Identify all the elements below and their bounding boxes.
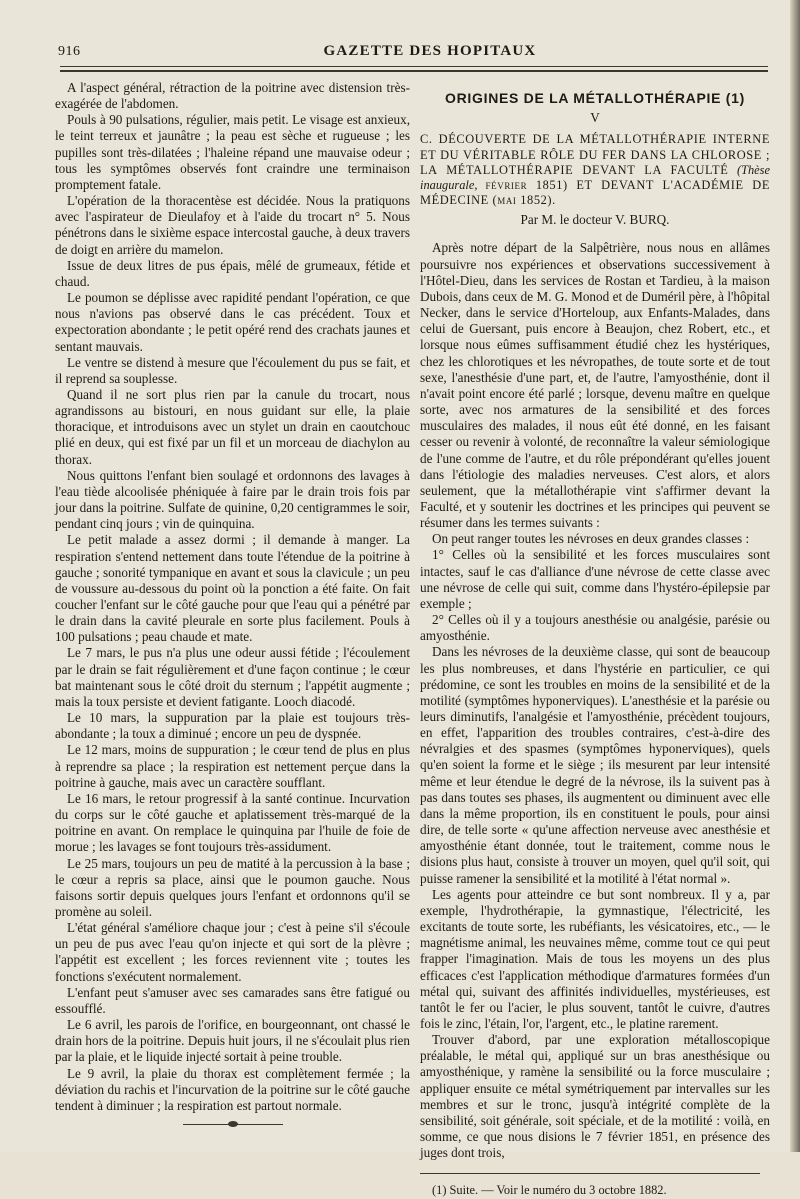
header-rule-thick (60, 70, 768, 72)
chapter-number: V (590, 110, 600, 126)
paragraph: Trouver d'abord, par une exploration métalloscopique préalable, le métal qui, appliqué sur un bras anesthésique ou amyosthénique, y ramène la sensibilité ou la force musculaire ; appliquer ensuite ce métal symétriquement par intervalles sur les membres et sur le tronc, jusqu'à intégrité complète de la sensibilité, soit générale, soit spéciale, et de la motilité : voilà, en somme, ce que nous disions le 7 février 1851, en présence des juges dont trois, (420, 1032, 770, 1161)
paragraph: Le ventre se distend à mesure que l'écoulement du pus se fait, et il reprend sa souplesse. (55, 354, 410, 386)
article-subtitle (420, 132, 770, 208)
paragraph: Les agents pour atteindre ce but sont nombreux. Il y a, par exemple, l'hydrothérapie, la gymnastique, l'électricité, les excitants de toute sorte, les rubéfiants, les vésicatoires, etc., — le magnétisme animal, les neuvaines même, comme tout ce qui peut frapper l'imagination. Mais de tous les moyens un des plus efficaces c'est l'application méthodique d'armatures formées d'un métal qui, suivant des affinités individuelles, mystérieuses, est tantôt le fer ou l'acier, le plus souvent, tantôt le cuivre, d'autres fois le zinc, l'étain, l'or, l'argent, etc., le platine rarement. (420, 886, 770, 1031)
paragraph: Nous quittons l'enfant bien soulagé et ordonnons des lavages à l'eau tiède alcoolisée phéniquée à faire par le drain trois fois par jour dans la poitrine. Sulfate de quinine, 0,20 centigrammes le soir, pendant cinq jours ; vin de quinquina. (55, 467, 410, 532)
paragraph: 1° Celles où la sensibilité et les forces musculaires sont intactes, sauf le cas d'alliance d'une névrose de cette classe avec une névrose de celle qui suit, comme dans l'hystéro-épilepsie par exemple ; (420, 547, 770, 611)
paragraph: Le 12 mars, moins de suppuration ; le cœur tend de plus en plus à reprendre sa place ; la respiration est nettement perçue dans la poitrine à gauche, mais avec un caractère soufflant. (55, 742, 410, 790)
author-byline: Par M. le docteur V. BURQ. (520, 212, 670, 228)
paragraph: Le 7 mars, le pus n'a plus une odeur aussi fétide ; l'écoulement par le drain se fait régulièrement et d'une façon continue ; le cœur bat maintenant sous le côté droit du sternum ; l'appétit augmente ; mais la toux persiste et devient fatigante. Looch diacodé. (55, 645, 410, 709)
paragraph: Pouls à 90 pulsations, régulier, mais petit. Le visage est anxieux, le teint terreux et jaunâtre ; la peau est sèche et rugueuse ; les pupilles sont très-dilatées ; l'haleine répand une mauvaise odeur ; tous les symptômes observés font craindre une terminaison promptement fatale. (55, 112, 410, 192)
paragraph: Le 25 mars, toujours un peu de matité à la percussion à la base ; le cœur a repris sa place, ainsi que le poumon gauche. Nous faisons sortir depuis quelques jours l'enfant et ordonnons qu'il se promène au soleil. (55, 855, 410, 919)
subtitle-part: C. DÉCOUVERTE DE LA MÉTALLOTHÉRAPIE INTERNE ET DU VÉRITABLE RÔLE DU FER DANS LA CHLOROSE ; LA MÉTALLOTHÉRAPIE DEVANT LA FACULTÉ (420, 132, 770, 177)
footnote-rule (420, 1173, 760, 1174)
subtitle-part: février 1851) ET DEVANT L'ACADÉMIE DE MÉDECINE (mai 1852). (420, 177, 770, 208)
page-number: 916 (58, 44, 81, 59)
left-column (55, 80, 410, 1125)
divider-ornament-icon (228, 1121, 238, 1127)
paragraph: Dans les névroses de la deuxième classe, qui sont de beaucoup les plus nombreuses, et dans l'hystérie en particulier, ce qui prédomine, ce sont les troubles en moins de la sensibilité et de la motilité (symptômes hyponerviques). L'anesthésie et la parésie ou leurs diminutifs, l'analgésie et l'amyosthénie, précèdent toujours, en effet, l'apparition des troubles contraires, c'est-à-dire des névralgies et des spasmes (symptômes hyponerviques), quels qu'en soient la forme et le siège ; ils mesurent par leur intensité même et leur étendue le degré de la névrose, ils la suivent pas à pas dans toutes ses phases, ils augmentent ou diminuent avec elle dans la même proportion, ils en constituent le pouls, pour ainsi dire, de telle sorte « qu'une affection nerveuse avec anesthésie et amyosthénie étant donnée, tout le traitement, comme nous le disions plus haut, consiste à trouver un moyen, quel qu'il soit, qui puisse ramener la sensibilité et la motilité à l'état normal ». (420, 644, 770, 886)
paragraph: Le 9 avril, la plaie du thorax est complètement fermée ; la déviation du rachis et l'incurvation de la poitrine sur le côté gauche tendent à diminuer ; la respiration est partout normale. (55, 1065, 410, 1113)
section-divider (183, 1124, 283, 1125)
paragraph: L'opération de la thoracentèse est décidée. Nous la pratiquons avec l'aspirateur de Dieulafoy et à l'aide du trocart n° 5. Nous pénétrons dans le sixième espace intercostal gauche, à deux travers de doigt en arrière du mamelon. (55, 193, 410, 257)
running-title: GAZETTE DES HOPITAUX (323, 43, 537, 59)
paragraph: Le poumon se déplisse avec rapidité pendant l'opération, ce que nous n'avions pas observé dans le cas précédent. Toux et expectoration abondante ; le petit opéré rend des crachats jaunes et sentant mauvais. (55, 290, 410, 354)
paragraph: 2° Celles où il y a toujours anesthésie ou analgésie, parésie ou amyosthénie. (420, 612, 770, 644)
article-title: ORIGINES DE LA MÉTALLOTHÉRAPIE (1) (445, 90, 745, 106)
paragraph: Le petit malade a assez dormi ; il demande à manger. La respiration s'entend nettement dans toute l'étendue de la poitrine à gauche ; sonorité tympanique en avant et sous la clavicule ; un peu de voussure au-dessous du point où la ponction a été faite. On fait coucher l'enfant sur le côté gauche pour que l'eau qui a pénétré par le drain dans la cavité pleurale en sorte plus facilement. Pouls à 100 pulsations ; peau chaude et mate. (55, 532, 410, 645)
paragraph: Le 10 mars, la suppuration par la plaie est toujours très-abondante ; la toux a diminué ; encore un peu de dyspnée. (55, 710, 410, 742)
paragraph: Après notre départ de la Salpêtrière, nous nous en allâmes poursuivre nos expériences et observations successivement à l'Hôtel-Dieu, dans les services de Rostan et Tardieu, à la maison Dubois, dans ceux de M. G. Monod et de Duméril père, à l'hôpital Necker, dans le service d'Horteloup, aux Enfants-Malades, dans celui de Guersant, puis encore à Beaujon, chez Robert, etc., et lorsque nous eûmes suffisamment étudié chez les hystériques, chez les chlorotiques et les névropathes, de toute sorte et de tout sexe, l'anesthésie d'une part, et, de l'autre, l'amyosthénie, dont il n'avait point encore été parlé ; lorsque, devenu maître en quelque sorte, avec nos armatures de la sensibilité et des forces musculaires des malades, il nous eût été donné, en les faisant cesser ou revenir à volonté, de reconnaître la valeur sémiologique de l'une comme de l'autre, et du rôle prépondérant qu'elles jouent dans l'étiologie des maladies nerveuses. C'est alors, et alors seulement, que la métallothérapie vint s'affirmer devant la Faculté, et y soutenir les doctrines et les principes qui peuvent se résumer dans les termes suivants : (420, 240, 770, 531)
footnote: (1) Suite. — Voir le numéro du 3 octobre 1882. (432, 1183, 667, 1198)
paragraph: L'enfant peut s'amuser avec ses camarades sans être fatigué ou essoufflé. (55, 984, 410, 1016)
paragraph: A l'aspect général, rétraction de la poitrine avec distension très-exagérée de l'abdomen. (55, 80, 410, 112)
paragraph: Quand il ne sort plus rien par la canule du trocart, nous agrandissons au bistouri, en nous guidant sur elle, la plaie thoracique, et introduisons avec un stylet un drain en caoutchouc plié en deux, qui est fixé par un fil et un morceau de diachylon au thorax. (55, 386, 410, 467)
paragraph: Issue de deux litres de pus épais, mêlé de grumeaux, fétide et chaud. (55, 257, 410, 289)
subtitle-italic: (Thèse inaugurale, (420, 162, 770, 192)
header-rule (60, 66, 768, 67)
paragraph: Le 6 avril, les parois de l'orifice, en bourgeonnant, ont chassé le drain hors de la poitrine. Depuis huit jours, il ne s'écoulait plus rien par la plaie, et le liquide injecté sortait à peine trouble. (55, 1017, 410, 1065)
paragraph: Le 16 mars, le retour progressif à la santé continue. Incurvation du corps sur le côté gauche et aplatissement très-marqué de la poitrine en avant. On remplace le quinquina par l'huile de foie de morue ; les lavages se font toujours très-assidument. (55, 790, 410, 855)
paragraph: On peut ranger toutes les névroses en deux grandes classes : (432, 531, 750, 547)
paragraph: L'état général s'améliore chaque jour ; c'est à peine s'il s'écoule un peu de pus avec l'eau qu'on injecte et qui sort de la plèvre ; l'appétit est excellent ; les forces reviennent vite ; toutes les fonctions s'exécutent normalement. (55, 920, 410, 984)
right-column (420, 80, 770, 1199)
